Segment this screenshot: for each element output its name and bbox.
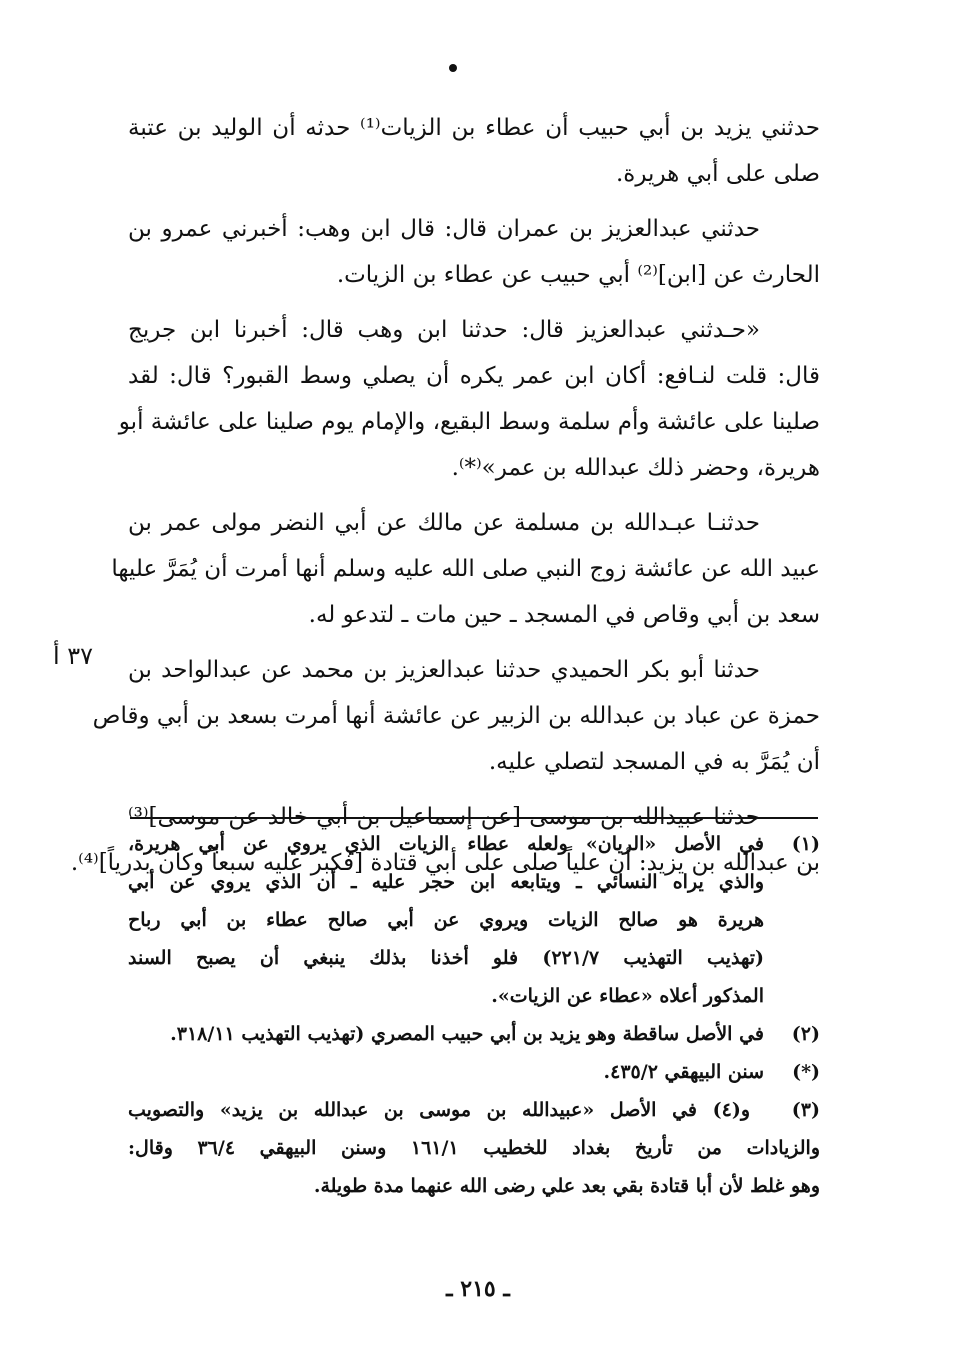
footnote-number: (١) <box>791 833 820 855</box>
footnotes <box>70 825 820 1205</box>
footnote-separator <box>130 817 818 819</box>
text-line: حدثني عبدالعزيز بن عمران قال: قال ابن وهب: أخبرني عمرو بن <box>128 216 760 242</box>
text-line: حدثني يزيد بن أبي حبيب أن عطاء بن الزيات⁽¹⁾ حدثه أن الوليد بن عتبة <box>128 115 820 141</box>
text-line: حدثنا أبو بكر الحميدي حدثنا عبدالعزيز بن محمد عن عبدالواحد بن <box>128 657 760 683</box>
footnote-number: (٢) <box>791 1023 820 1045</box>
footnote-line: والزيادات من تأريخ بغداد للخطيب ١٦١/١ وسنن البيهقي ٣٦/٤ وقال: <box>128 1137 820 1159</box>
text-line: أن يُمَرَّ به في المسجد لتصلي عليه. <box>488 749 820 775</box>
footnote-line: (تهذيب التهذيب ٢٢١/٧) فلو أخذنا بذلك ينبغي أن يصبح السند <box>128 947 764 969</box>
text-line: صلينا على عائشة وأم سلمة وسط البقيع، والإمام يوم صلينا على عائشة أبو <box>118 409 820 435</box>
page-number: ـ ٢١٥ ـ <box>446 1276 510 1302</box>
text-line: حمزة عن عباد بن عبدالله بن الزبير عن عائشة أنها أمرت بسعد بن أبي وقاص <box>92 703 820 729</box>
text-line: قال: قلت لنـافع: أكان ابن عمر يكره أن يصلي وسط القبور؟ قال: لقد <box>128 363 820 389</box>
footnote-1 <box>70 825 820 1015</box>
footnote-number: (٣) <box>791 1099 820 1121</box>
text-line: حدثنـا عبـدالله بن مسلمة عن مالك عن أبي النضر مولى عمر بن <box>128 510 760 536</box>
text-line: «حـدثني عبدالعزيز قال: حدثنا ابن وهب قال: أخبرنا ابن جريج <box>128 317 760 343</box>
footnote-2 <box>128 1015 820 1053</box>
footnote-line: في الأصل ساقطة وهو يزيد بن أبي حبيب المصري (تهذيب التهذيب ٣١٨/١١. <box>170 1023 764 1045</box>
text-line: سعد بن أبي وقاص في المسجد ـ حين مات ـ لتدعو له. <box>308 602 820 628</box>
margin-folio-note: ٣٧ أ <box>52 642 94 670</box>
footnote-line: هريرة هو صالح الزيات ويروي عن أبي صالح عطاء بن أبي رباح <box>128 909 764 931</box>
text-line: حدثنا عبيدالله بن موسى [عن إسماعيل بن أبي خالد عن موسى]⁽³⁾ <box>128 804 760 830</box>
footnote-line: سنن البيهقي ٤٣٥/٢. <box>603 1061 764 1083</box>
footnote-line: والذي يراه النسائي ـ ويتابعه ابن حجر عليه ـ أن الذي يروي عن أبي <box>128 871 764 893</box>
footnote-3 <box>128 1091 820 1205</box>
footnote-line: وهو غلط لأن أبا قتادة بقي بعد علي رضى الله عنهما مدة طويلة. <box>313 1175 820 1197</box>
text-line: هريرة، وحضر ذلك عبدالله بن عمر»⁽*⁾. <box>451 455 820 481</box>
footnote-number: (*) <box>792 1061 820 1083</box>
text-line: صلى على أبي هريرة. <box>616 161 820 187</box>
top-dot-mark <box>449 64 457 72</box>
footnote-line: في الأصل «الريان» ولعله عطاء الزيات الذي يروي عن أبي هريرة، <box>128 833 764 855</box>
text-line: عبيد الله عن عائشة زوج النبي صلى الله عليه وسلم أنها أمرت أن يُمَرَّ عليها <box>111 556 820 582</box>
text-line: الحارث عن [ابن]⁽²⁾ أبي حبيب عن عطاء بن الزيات. <box>336 262 820 288</box>
text-line: بن عبدالله بن يزيد: أن علياً صلى على أبي قتادة [فكبر عليه سبعاً وكان بدرياً]⁽⁴⁾. <box>70 850 820 876</box>
footnote-line: المذكور أعلاه «عطاء عن الزيات». <box>491 985 764 1007</box>
footnote-star <box>128 1053 820 1091</box>
footnote-line: و(٤) في الأصل «عبيدالله بن موسى بن عبدالله بن يزيد» والتصويب <box>128 1099 750 1121</box>
